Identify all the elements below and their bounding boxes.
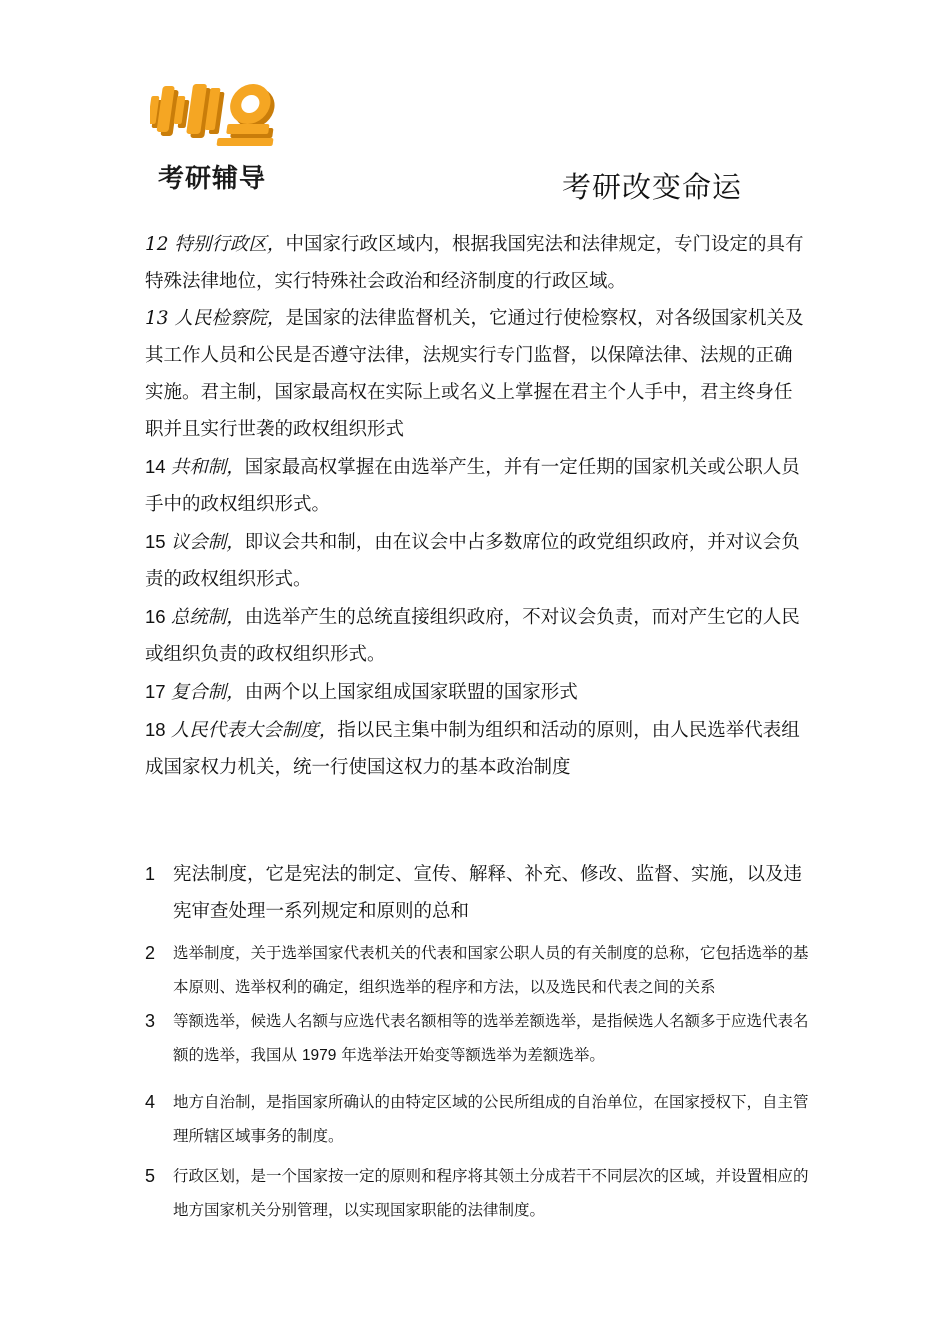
list-item: [145, 1159, 810, 1227]
list-item-text-part: 等额选举，候选人名额与应选代表名额相等的选举差额选举，是指候选人名额多于应选代表名额的选举，我国从: [173, 1012, 809, 1064]
definition-12: [145, 226, 810, 300]
definition-term: 总统制，: [170, 607, 245, 628]
list-item-text: 宪法制度，它是宪法的制定、宣传、解释、补充、修改、监督、实施，以及违宪审查处理一系列规定和原则的总和: [173, 864, 803, 922]
logo: [150, 78, 300, 196]
list-item-year: 1979: [301, 1047, 337, 1064]
kaicheng-logo-graphic: [150, 78, 300, 158]
definition-term: 议会制，: [170, 532, 245, 553]
logo-subtitle: 考研辅导: [158, 164, 267, 194]
definition-number: 17: [145, 681, 171, 702]
definition-term: 人民代表大会制度，: [170, 720, 338, 741]
list-item-number: 5: [145, 1166, 156, 1186]
list-item-number: 2: [145, 943, 156, 963]
definition-text: 指以民主集中制为组织和活动的原则，由人民选举代表组成国家权力机关，统一行使国这权力的基本政治制度: [145, 720, 800, 778]
definition-15: [145, 523, 810, 598]
list-item: [145, 1085, 810, 1153]
list-item-number: 3: [145, 1011, 156, 1031]
definition-term: 共和制，: [170, 457, 245, 478]
slogan: 考研改变命运: [562, 170, 743, 204]
list-item: [145, 1004, 810, 1073]
list-item-text: [173, 1004, 810, 1073]
definition-18: [145, 711, 810, 786]
list-item-text: 行政区划，是一个国家按一定的原则和程序将其领土分成若干不同层次的区域，并设置相应的地方国家机关分别管理，以实现国家职能的法律制度。: [173, 1167, 809, 1219]
definition-17: [145, 673, 810, 711]
definition-number: 13: [145, 308, 175, 329]
definition-text: 中国家行政区域内，根据我国宪法和法律规定，专门设定的具有特殊法律地位，实行特殊社会政治和经济制度的行政区域。: [145, 234, 804, 292]
list-item-text-part: 年选举法开始变等额选举为差额选举。: [336, 1046, 605, 1064]
list-item-text: 地方自治制，是指国家所确认的由特定区域的公民所组成的自治单位，在国家授权下，自主管理所辖区域事务的制度。: [173, 1093, 809, 1145]
definition-number: 12: [145, 234, 175, 255]
definitions-section: [145, 226, 810, 786]
definition-number: 16: [145, 606, 171, 627]
definition-text: 是国家的法律监督机关，它通过行使检察权，对各级国家机关及其工作人员和公民是否遵守法律，法规实行专门监督，以保障法律、法规的正确实施。君主制，国家最高权在实际上或名义上掌握在君主个人手中，君主终身任职并且实行世袭的政权组织形式: [145, 308, 804, 440]
definition-text: 即议会共和制，由在议会中占多数席位的政党组织政府，并对议会负责的政权组织形式。: [145, 532, 800, 590]
definition-term: 人民检察院，: [174, 308, 286, 329]
definition-number: 14: [145, 456, 171, 477]
list-item-number: 4: [145, 1092, 156, 1112]
definition-number: 15: [145, 531, 171, 552]
definition-term: 特别行政区，: [174, 234, 286, 255]
numbered-list: [145, 856, 810, 1227]
definition-term: 复合制，: [170, 682, 245, 703]
definition-16: [145, 598, 810, 673]
list-item: [145, 936, 810, 1004]
definition-text: 国家最高权掌握在由选举产生，并有一定任期的国家机关或公职人员手中的政权组织形式。: [145, 457, 800, 515]
list-item-number: 1: [145, 864, 156, 884]
definition-text: 由选举产生的总统直接组织政府，不对议会负责，而对产生它的人民或组织负责的政权组织形式。: [145, 607, 800, 665]
list-item-text: 选举制度，关于选举国家代表机关的代表和国家公职人员的有关制度的总称，它包括选举的基本原则、选举权利的确定，组织选举的程序和方法，以及选民和代表之间的关系: [173, 944, 809, 996]
definition-13: [145, 300, 810, 448]
definition-number: 18: [145, 719, 171, 740]
definition-14: [145, 448, 810, 523]
definition-text: 由两个以上国家组成国家联盟的国家形式: [244, 682, 578, 703]
list-item: [145, 856, 810, 930]
